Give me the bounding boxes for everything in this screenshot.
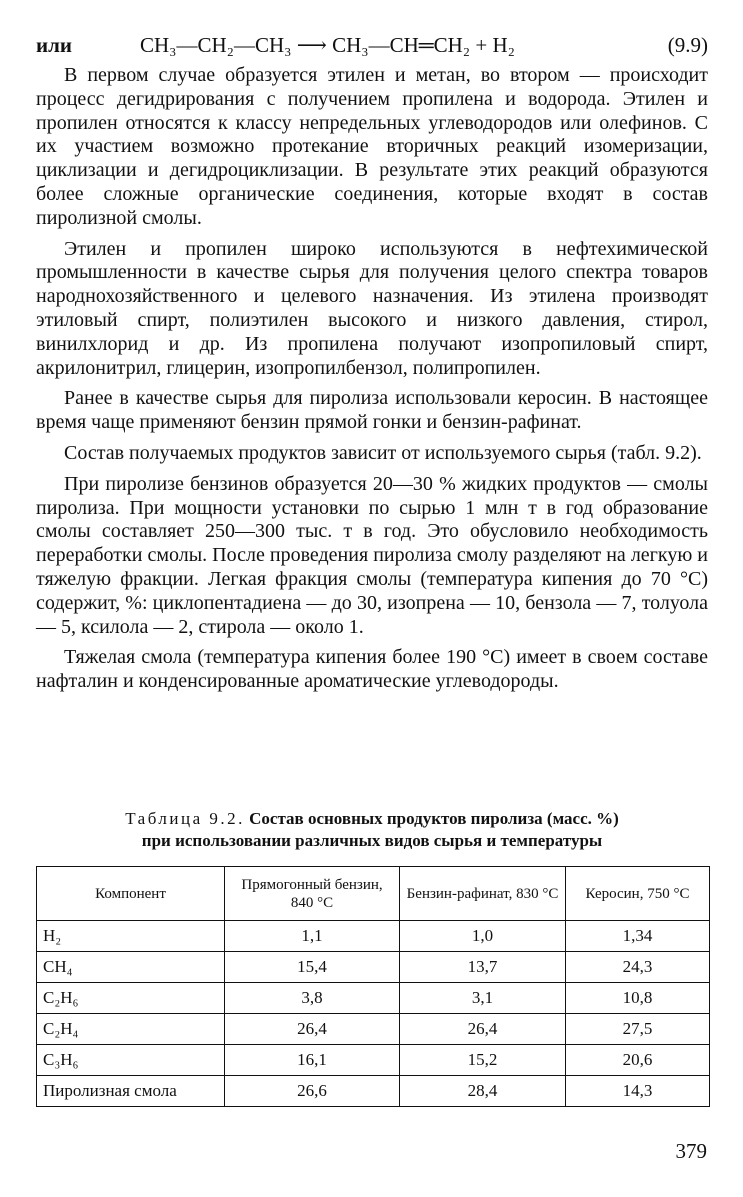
column-header: Прямогонный бензин, 840 °С	[225, 867, 400, 921]
table-cell: H₂	[37, 921, 225, 952]
page-number: 379	[675, 1139, 707, 1163]
equation-prefix: или	[36, 33, 72, 57]
equation-9-9	[36, 30, 708, 60]
table-cell: 26,6	[225, 1076, 400, 1107]
paragraph: Тяжелая смола (температура кипения более 190 °С) имеет в своем составе нафталин и конденсированные ароматические углеводороды.	[36, 646, 708, 693]
table-cell: 13,7	[400, 952, 566, 983]
table-caption-subtitle: при использовании различных видов сырья и температуры	[141, 831, 603, 850]
table-cell: 24,3	[566, 952, 710, 983]
table-cell: 14,3	[566, 1076, 710, 1107]
column-header: Компонент	[37, 867, 225, 921]
paragraph: В первом случае образуется этилен и метан, во втором — происходит процесс дегидрирования с получением пропилена и водорода. Этилен и пропилен относятся к классу непредельных углеводородов или олефинов. С их участием возможно протекание вторичных реакций изомеризации, циклизации и дегидроциклизации. В результате этих реакций образуются более сложные органические соединения, которые входят в состав пиролизной смолы.	[36, 64, 708, 229]
equation-number: (9.9)	[667, 33, 708, 57]
table-cell: C₂H₆	[37, 983, 225, 1014]
table-cell: 26,4	[400, 1014, 566, 1045]
column-header: Керосин, 750 °С	[566, 867, 710, 921]
table-cell: C₃H₆	[37, 1045, 225, 1076]
table-row	[37, 952, 710, 983]
table-header-row	[37, 867, 710, 921]
table-cell: 3,8	[225, 983, 400, 1014]
paragraph: Ранее в качестве сырья для пиролиза использовали керосин. В настоящее время чаще применяют бензин прямой гонки и бензин-рафинат.	[36, 387, 708, 434]
pyrolysis-products-table	[36, 866, 710, 1107]
table-row	[37, 983, 710, 1014]
table-cell: 15,4	[225, 952, 400, 983]
paragraph: Состав получаемых продуктов зависит от используемого сырья (табл. 9.2).	[64, 441, 702, 464]
table-cell: 28,4	[400, 1076, 566, 1107]
table-cell: 16,1	[225, 1045, 400, 1076]
column-header: Бензин-рафинат, 830 °С	[400, 867, 566, 921]
paragraph: Этилен и пропилен широко используются в нефтехимической промышленности в качестве сырья для получения целого спектра товаров народнохозяйственного и целевого назначения. Из этилена производят этиловый спирт, полиэтилен высокого и низкого давления, стирол, винилхлорид и др. Из пропилена получают изопропиловый спирт, акрилонитрил, глицерин, изопропилбензол, полипропилен.	[36, 237, 708, 379]
table-row	[37, 1076, 710, 1107]
table-cell: 26,4	[225, 1014, 400, 1045]
table-cell: 15,2	[400, 1045, 566, 1076]
table-cell: C₂H₄	[37, 1014, 225, 1045]
table-cell: 3,1	[400, 983, 566, 1014]
table-row	[37, 1014, 710, 1045]
table-cell: 10,8	[566, 983, 710, 1014]
table-cell: 1,1	[225, 921, 400, 952]
table-cell: 1,34	[566, 921, 710, 952]
equation-formula: CH₃—CH₂—CH₃ ⟶ CH₃—CH═CH₂ + H₂	[140, 33, 515, 57]
table-cell: 27,5	[566, 1014, 710, 1045]
table-cell: 20,6	[566, 1045, 710, 1076]
body-text	[36, 64, 708, 701]
table-caption-label: Таблица 9.2.	[125, 809, 245, 828]
table-cell: Пиролизная смола	[37, 1076, 225, 1107]
table-row	[37, 921, 710, 952]
table-cell: CH₄	[37, 952, 225, 983]
table-caption-title: Состав основных продуктов пиролиза (масс. %)	[249, 809, 619, 828]
paragraph: При пиролизе бензинов образуется 20—30 % жидких продуктов — смолы пиролиза. При мощности установки по сырью 1 млн т в год образование смолы составляет 250—300 тыс. т в год. Это обусловило необходимость переработки смолы. После проведения пиролиза смолу разделяют на легкую и тяжелую фракции. Легкая фракция смолы (температура кипения до 70 °С) содержит, %: циклопентадиена — до 30, изопрена — 10, бензола — 7, толуола — 5, ксилола — 2, стирола — около 1.	[36, 472, 708, 638]
table-row	[37, 1045, 710, 1076]
table-caption	[36, 808, 708, 852]
table-cell: 1,0	[400, 921, 566, 952]
